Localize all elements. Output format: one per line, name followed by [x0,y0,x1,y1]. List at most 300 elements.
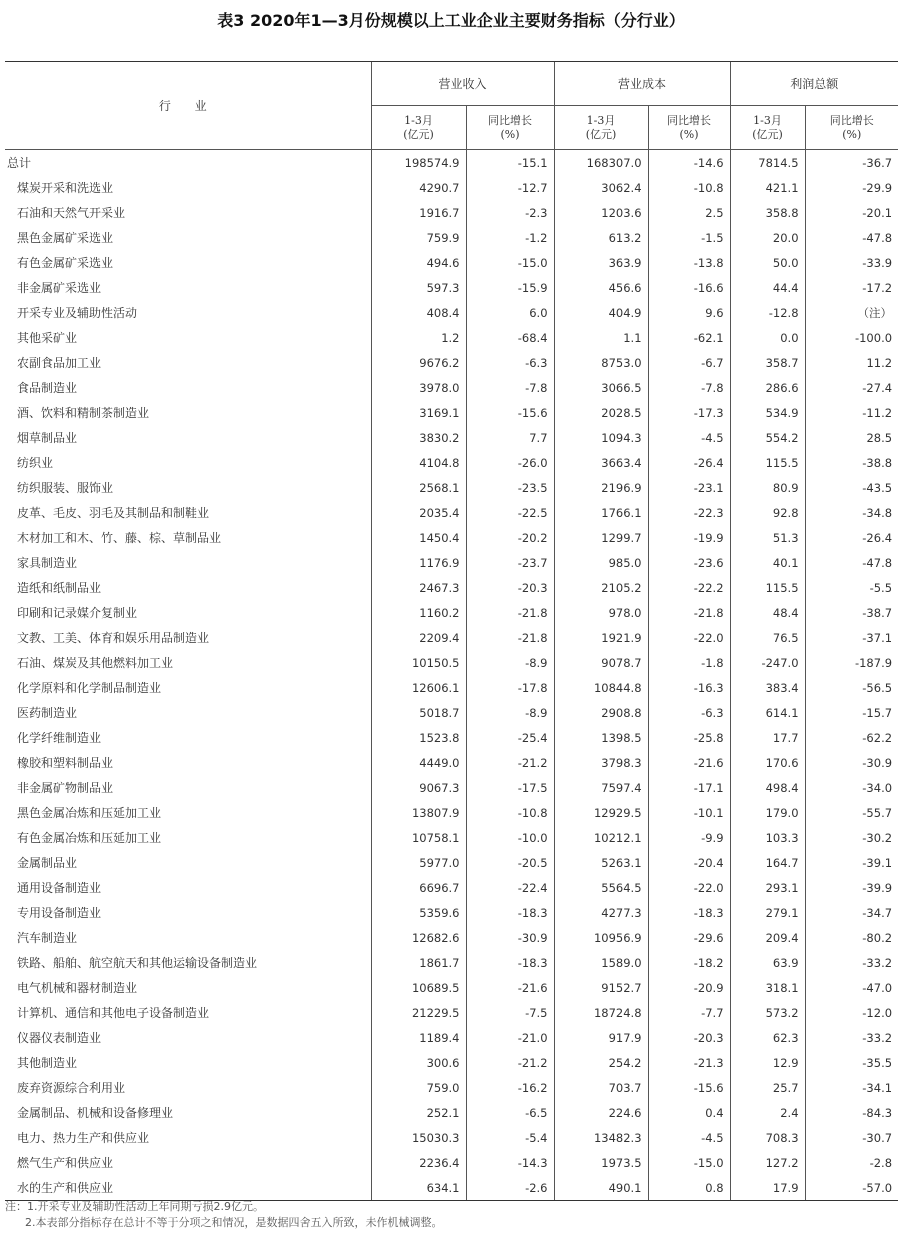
cost-value-cell: 5263.1 [554,850,648,875]
revenue-growth-cell: -6.5 [466,1100,554,1125]
revenue-growth-cell: -7.5 [466,1000,554,1025]
table-row [5,925,898,950]
cost-value-cell: 1921.9 [554,625,648,650]
revenue-growth-cell: -23.7 [466,550,554,575]
cost-growth-cell: -25.8 [648,725,730,750]
revenue-growth-cell: 7.7 [466,425,554,450]
table-row [5,400,898,425]
table-row [5,1175,898,1201]
profit-value-cell: 164.7 [730,850,805,875]
revenue-growth-cell: -15.9 [466,275,554,300]
cost-value-cell: 3663.4 [554,450,648,475]
industry-name-cell: 纺织服装、服饰业 [17,481,114,495]
cost-value-cell: 1973.5 [554,1150,648,1175]
profit-growth-cell: -34.1 [805,1075,898,1100]
revenue-growth-cell: -15.6 [466,400,554,425]
cost-growth-cell: -23.6 [648,550,730,575]
industry-name-cell: 有色金属冶炼和压延加工业 [17,831,162,845]
revenue-growth-cell: -20.5 [466,850,554,875]
revenue-value-cell: 759.9 [371,225,466,250]
revenue-growth-cell: -20.2 [466,525,554,550]
revenue-growth-cell: -21.2 [466,1050,554,1075]
profit-value-cell: 44.4 [730,275,805,300]
table-row [5,1125,898,1150]
table-row [5,525,898,550]
cost-growth-cell: 9.6 [648,300,730,325]
table-row [5,450,898,475]
industry-name-cell: 其他采矿业 [17,331,78,345]
table-row [5,275,898,300]
footnote-2: 2.本表部分指标存在总计不等于分项之和情况，是数据四舍五入所致，未作机械调整。 [25,1216,443,1229]
profit-value-cell: 25.7 [730,1075,805,1100]
revenue-value-cell: 3830.2 [371,425,466,450]
cost-growth-cell: -10.1 [648,800,730,825]
profit-value-cell: 498.4 [730,775,805,800]
cost-growth-header: 同比增长 (%) [648,106,730,150]
profit-growth-cell: -38.8 [805,450,898,475]
profit-growth-cell: -56.5 [805,675,898,700]
revenue-growth-cell: -68.4 [466,325,554,350]
table-row [5,775,898,800]
revenue-growth-cell: -10.8 [466,800,554,825]
profit-value-cell: 92.8 [730,500,805,525]
profit-growth-cell: -30.2 [805,825,898,850]
revenue-value-cell: 4449.0 [371,750,466,775]
cost-value-cell: 3066.5 [554,375,648,400]
industry-name-cell: 农副食品加工业 [17,356,102,370]
profit-growth-cell: -17.2 [805,275,898,300]
industry-name-cell: 酒、饮料和精制茶制造业 [17,406,150,420]
industry-name-cell: 烟草制品业 [17,431,78,445]
revenue-value-cell: 5977.0 [371,850,466,875]
industry-name-cell: 专用设备制造业 [17,906,102,920]
cost-growth-cell: -22.3 [648,500,730,525]
profit-growth-cell: -33.9 [805,250,898,275]
revenue-growth-cell: -21.8 [466,625,554,650]
profit-value-cell: 554.2 [730,425,805,450]
table-row [5,750,898,775]
revenue-value-cell: 1450.4 [371,525,466,550]
profit-value-cell: 179.0 [730,800,805,825]
cost-value-cell: 10844.8 [554,675,648,700]
industry-name-cell: 通用设备制造业 [17,881,102,895]
cost-value-cell: 1299.7 [554,525,648,550]
revenue-growth-cell: -30.9 [466,925,554,950]
cost-growth-cell: -15.6 [648,1075,730,1100]
revenue-value-cell: 9676.2 [371,350,466,375]
profit-growth-cell: -33.2 [805,1025,898,1050]
cost-growth-cell: -21.6 [648,750,730,775]
profit-growth-cell: -62.2 [805,725,898,750]
table-row [5,425,898,450]
industry-name-cell: 金属制品业 [17,856,78,870]
revenue-value-cell: 21229.5 [371,1000,466,1025]
table-row [5,500,898,525]
profit-value-cell: 318.1 [730,975,805,1000]
revenue-growth-cell: -17.5 [466,775,554,800]
profit-growth-cell: -2.8 [805,1150,898,1175]
industry-name-cell: 文教、工美、体育和娱乐用品制造业 [17,631,210,645]
revenue-growth-cell: -21.8 [466,600,554,625]
cost-growth-cell: -7.8 [648,375,730,400]
industry-name-cell: 铁路、船舶、航空航天和其他运输设备制造业 [17,956,258,970]
profit-growth-cell: -55.7 [805,800,898,825]
cost-value-cell: 1589.0 [554,950,648,975]
table-row [5,1100,898,1125]
cost-value-cell: 490.1 [554,1175,648,1201]
revenue-value-cell: 5359.6 [371,900,466,925]
profit-group-header: 利润总额 [730,62,898,106]
cost-growth-cell: -16.6 [648,275,730,300]
revenue-value-cell: 2209.4 [371,625,466,650]
cost-growth-cell: -10.8 [648,175,730,200]
cost-growth-cell: 0.8 [648,1175,730,1201]
profit-value-cell: 7814.5 [730,150,805,176]
revenue-growth-cell: -17.8 [466,675,554,700]
industry-name-cell: 纺织业 [17,456,54,470]
cost-value-cell: 2196.9 [554,475,648,500]
cost-growth-cell: -26.4 [648,450,730,475]
cost-value-cell: 985.0 [554,550,648,575]
industry-name-cell: 非金属矿物制品业 [17,781,114,795]
industry-name-cell: 水的生产和供应业 [5,1175,371,1201]
industry-name-cell: 总计 [7,156,32,170]
cost-group-header: 营业成本 [554,62,730,106]
profit-value-cell: 573.2 [730,1000,805,1025]
profit-value-cell: 293.1 [730,875,805,900]
profit-value-cell: -12.8 [730,300,805,325]
profit-value-cell: -247.0 [730,650,805,675]
profit-value-cell: 614.1 [730,700,805,725]
revenue-value-cell: 12682.6 [371,925,466,950]
revenue-value-cell: 1189.4 [371,1025,466,1050]
profit-growth-cell: -27.4 [805,375,898,400]
cost-value-cell: 13482.3 [554,1125,648,1150]
industry-name-cell: 化学纤维制造业 [17,731,102,745]
profit-growth-cell: -30.7 [805,1125,898,1150]
table-row [5,875,898,900]
revenue-growth-cell: -16.2 [466,1075,554,1100]
revenue-growth-cell: -18.3 [466,900,554,925]
industry-name-cell: 化学原料和化学制品制造业 [17,681,162,695]
profit-growth-cell: -5.5 [805,575,898,600]
profit-growth-cell: -34.7 [805,900,898,925]
profit-value-cell: 63.9 [730,950,805,975]
revenue-value-cell: 3169.1 [371,400,466,425]
table-row [5,375,898,400]
cost-growth-cell: -62.1 [648,325,730,350]
table-row [5,250,898,275]
cost-growth-cell: -13.8 [648,250,730,275]
profit-growth-cell: -20.1 [805,200,898,225]
revenue-value-cell: 5018.7 [371,700,466,725]
profit-growth-cell: -36.7 [805,150,898,176]
cost-value-cell: 5564.5 [554,875,648,900]
profit-growth-cell: -39.9 [805,875,898,900]
revenue-value-cell: 1176.9 [371,550,466,575]
cost-value-cell: 10212.1 [554,825,648,850]
cost-growth-cell: -20.4 [648,850,730,875]
profit-growth-header: 同比增长 (%) [805,106,898,150]
profit-value-cell: 103.3 [730,825,805,850]
table-row [5,900,898,925]
profit-value-cell: 40.1 [730,550,805,575]
profit-growth-cell: -47.0 [805,975,898,1000]
revenue-value-cell: 634.1 [371,1175,466,1201]
cost-growth-cell: -4.5 [648,425,730,450]
profit-growth-cell: （注） [805,300,898,325]
cost-growth-cell: -23.1 [648,475,730,500]
industry-name-cell: 家具制造业 [17,556,78,570]
cost-value-cell: 168307.0 [554,150,648,176]
revenue-growth-cell: -18.3 [466,950,554,975]
revenue-growth-cell: 6.0 [466,300,554,325]
industry-name-cell: 汽车制造业 [17,931,78,945]
cost-value-cell: 1094.3 [554,425,648,450]
cost-growth-cell: -7.7 [648,1000,730,1025]
cost-growth-cell: -20.3 [648,1025,730,1050]
cost-growth-cell: -18.3 [648,900,730,925]
table-row [5,1050,898,1075]
revenue-growth-cell: -21.2 [466,750,554,775]
cost-growth-cell: -6.7 [648,350,730,375]
industry-name-cell: 黑色金属冶炼和压延加工业 [17,806,162,820]
cost-value-cell: 917.9 [554,1025,648,1050]
revenue-value-cell: 12606.1 [371,675,466,700]
revenue-growth-cell: -12.7 [466,175,554,200]
profit-value-cell: 534.9 [730,400,805,425]
profit-growth-cell: -100.0 [805,325,898,350]
profit-growth-cell: -34.0 [805,775,898,800]
profit-growth-cell: -39.1 [805,850,898,875]
cost-value-cell: 404.9 [554,300,648,325]
profit-value-cell: 286.6 [730,375,805,400]
profit-value-cell: 17.9 [730,1175,805,1201]
table-row [5,1025,898,1050]
profit-growth-cell: -35.5 [805,1050,898,1075]
industry-name-cell: 燃气生产和供应业 [17,1156,114,1170]
cost-growth-cell: 0.4 [648,1100,730,1125]
profit-value-cell: 127.2 [730,1150,805,1175]
profit-growth-cell: -34.8 [805,500,898,525]
cost-value-cell: 1.1 [554,325,648,350]
table-row [5,825,898,850]
cost-growth-cell: -21.8 [648,600,730,625]
revenue-growth-cell: -26.0 [466,450,554,475]
table-row [5,225,898,250]
table-header [5,62,898,150]
profit-value-cell: 209.4 [730,925,805,950]
cost-value-cell: 1398.5 [554,725,648,750]
revenue-value-cell: 759.0 [371,1075,466,1100]
cost-value-cell: 978.0 [554,600,648,625]
footnotes [5,1199,898,1231]
cost-value-cell: 4277.3 [554,900,648,925]
table-row [5,350,898,375]
revenue-value-cell: 1160.2 [371,600,466,625]
profit-value-cell: 115.5 [730,450,805,475]
revenue-growth-cell: -6.3 [466,350,554,375]
profit-growth-cell: -84.3 [805,1100,898,1125]
profit-value-cell: 51.3 [730,525,805,550]
industry-name-cell: 医药制造业 [17,706,78,720]
revenue-value-cell: 1.2 [371,325,466,350]
cost-growth-cell: -22.2 [648,575,730,600]
revenue-value-cell: 1523.8 [371,725,466,750]
table-row [5,800,898,825]
revenue-value-cell: 4104.8 [371,450,466,475]
revenue-value-cell: 13807.9 [371,800,466,825]
profit-value-cell: 279.1 [730,900,805,925]
revenue-value-cell: 1861.7 [371,950,466,975]
profit-growth-cell: -47.8 [805,550,898,575]
industry-name-cell: 计算机、通信和其他电子设备制造业 [17,1006,210,1020]
cost-value-cell: 10956.9 [554,925,648,950]
cost-value-cell: 1766.1 [554,500,648,525]
cost-value-cell: 3062.4 [554,175,648,200]
revenue-growth-cell: -2.6 [466,1175,554,1201]
industry-name-cell: 电气机械和器材制造业 [17,981,138,995]
industry-name-cell: 石油、煤炭及其他燃料加工业 [17,656,174,670]
cost-growth-cell: -19.9 [648,525,730,550]
cost-growth-cell: 2.5 [648,200,730,225]
profit-growth-cell: -187.9 [805,650,898,675]
revenue-value-cell: 1916.7 [371,200,466,225]
table-row-total [5,150,898,176]
cost-growth-cell: -17.3 [648,400,730,425]
table-row [5,175,898,200]
footnote-1: 注：1.开采专业及辅助性活动上年同期亏损2.9亿元。 [5,1200,264,1213]
cost-value-cell: 9152.7 [554,975,648,1000]
profit-growth-cell: 28.5 [805,425,898,450]
profit-growth-cell: 11.2 [805,350,898,375]
table-row [5,1075,898,1100]
profit-growth-cell: -80.2 [805,925,898,950]
cost-value-cell: 12929.5 [554,800,648,825]
cost-value-cell: 2028.5 [554,400,648,425]
industry-name-cell: 皮革、毛皮、羽毛及其制品和制鞋业 [17,506,210,520]
profit-value-cell: 76.5 [730,625,805,650]
revenue-growth-cell: -14.3 [466,1150,554,1175]
cost-growth-cell: -6.3 [648,700,730,725]
revenue-value-cell: 9067.3 [371,775,466,800]
profit-value-cell: 358.7 [730,350,805,375]
industry-name-cell: 造纸和纸制品业 [17,581,102,595]
cost-value-cell: 613.2 [554,225,648,250]
profit-growth-cell: -30.9 [805,750,898,775]
profit-growth-cell: -11.2 [805,400,898,425]
revenue-value-cell: 2568.1 [371,475,466,500]
table-row [5,950,898,975]
industry-name-cell: 印刷和记录媒介复制业 [17,606,138,620]
revenue-growth-cell: -21.0 [466,1025,554,1050]
revenue-period-header: 1-3月 (亿元) [371,106,466,150]
profit-value-cell: 383.4 [730,675,805,700]
revenue-value-cell: 10758.1 [371,825,466,850]
revenue-value-cell: 10150.5 [371,650,466,675]
revenue-value-cell: 15030.3 [371,1125,466,1150]
profit-growth-cell: -57.0 [805,1175,898,1201]
profit-growth-cell: -38.7 [805,600,898,625]
cost-value-cell: 3798.3 [554,750,648,775]
cost-growth-cell: -18.2 [648,950,730,975]
cost-period-header: 1-3月 (亿元) [554,106,648,150]
cost-value-cell: 18724.8 [554,1000,648,1025]
industry-column-header: 行 业 [5,62,371,150]
revenue-growth-cell: -15.0 [466,250,554,275]
cost-value-cell: 254.2 [554,1050,648,1075]
cost-growth-cell: -1.8 [648,650,730,675]
cost-value-cell: 363.9 [554,250,648,275]
profit-value-cell: 20.0 [730,225,805,250]
industry-name-cell: 木材加工和木、竹、藤、棕、草制品业 [17,531,222,545]
cost-growth-cell: -16.3 [648,675,730,700]
industry-name-cell: 食品制造业 [17,381,78,395]
industry-name-cell: 非金属矿采选业 [17,281,102,295]
revenue-value-cell: 10689.5 [371,975,466,1000]
financial-indicators-table [5,61,898,1201]
profit-growth-cell: -43.5 [805,475,898,500]
industry-name-cell: 煤炭开采和洗选业 [17,181,114,195]
table-row [5,475,898,500]
revenue-value-cell: 6696.7 [371,875,466,900]
revenue-value-cell: 252.1 [371,1100,466,1125]
profit-value-cell: 708.3 [730,1125,805,1150]
revenue-growth-cell: -23.5 [466,475,554,500]
industry-name-cell: 其他制造业 [17,1056,78,1070]
profit-growth-cell: -37.1 [805,625,898,650]
cost-value-cell: 224.6 [554,1100,648,1125]
cost-growth-cell: -14.6 [648,150,730,176]
revenue-growth-cell: -22.4 [466,875,554,900]
cost-growth-cell: -4.5 [648,1125,730,1150]
revenue-value-cell: 494.6 [371,250,466,275]
revenue-growth-cell: -10.0 [466,825,554,850]
profit-value-cell: 421.1 [730,175,805,200]
table-row [5,550,898,575]
industry-name-cell: 石油和天然气开采业 [17,206,126,220]
cost-growth-cell: -15.0 [648,1150,730,1175]
profit-value-cell: 2.4 [730,1100,805,1125]
table-row [5,575,898,600]
table-row [5,725,898,750]
revenue-growth-cell: -21.6 [466,975,554,1000]
table-row [5,625,898,650]
table-row [5,1150,898,1175]
revenue-value-cell: 300.6 [371,1050,466,1075]
table-row [5,1000,898,1025]
profit-value-cell: 170.6 [730,750,805,775]
cost-value-cell: 2105.2 [554,575,648,600]
cost-growth-cell: -22.0 [648,875,730,900]
cost-value-cell: 7597.4 [554,775,648,800]
revenue-value-cell: 3978.0 [371,375,466,400]
cost-value-cell: 703.7 [554,1075,648,1100]
profit-growth-cell: -26.4 [805,525,898,550]
revenue-growth-cell: -20.3 [466,575,554,600]
cost-growth-cell: -1.5 [648,225,730,250]
table-row [5,650,898,675]
industry-name-cell: 金属制品、机械和设备修理业 [17,1106,174,1120]
revenue-growth-cell: -25.4 [466,725,554,750]
profit-growth-cell: -12.0 [805,1000,898,1025]
revenue-growth-cell: -1.2 [466,225,554,250]
table-row [5,675,898,700]
profit-growth-cell: -15.7 [805,700,898,725]
profit-value-cell: 62.3 [730,1025,805,1050]
revenue-growth-cell: -7.8 [466,375,554,400]
profit-value-cell: 115.5 [730,575,805,600]
